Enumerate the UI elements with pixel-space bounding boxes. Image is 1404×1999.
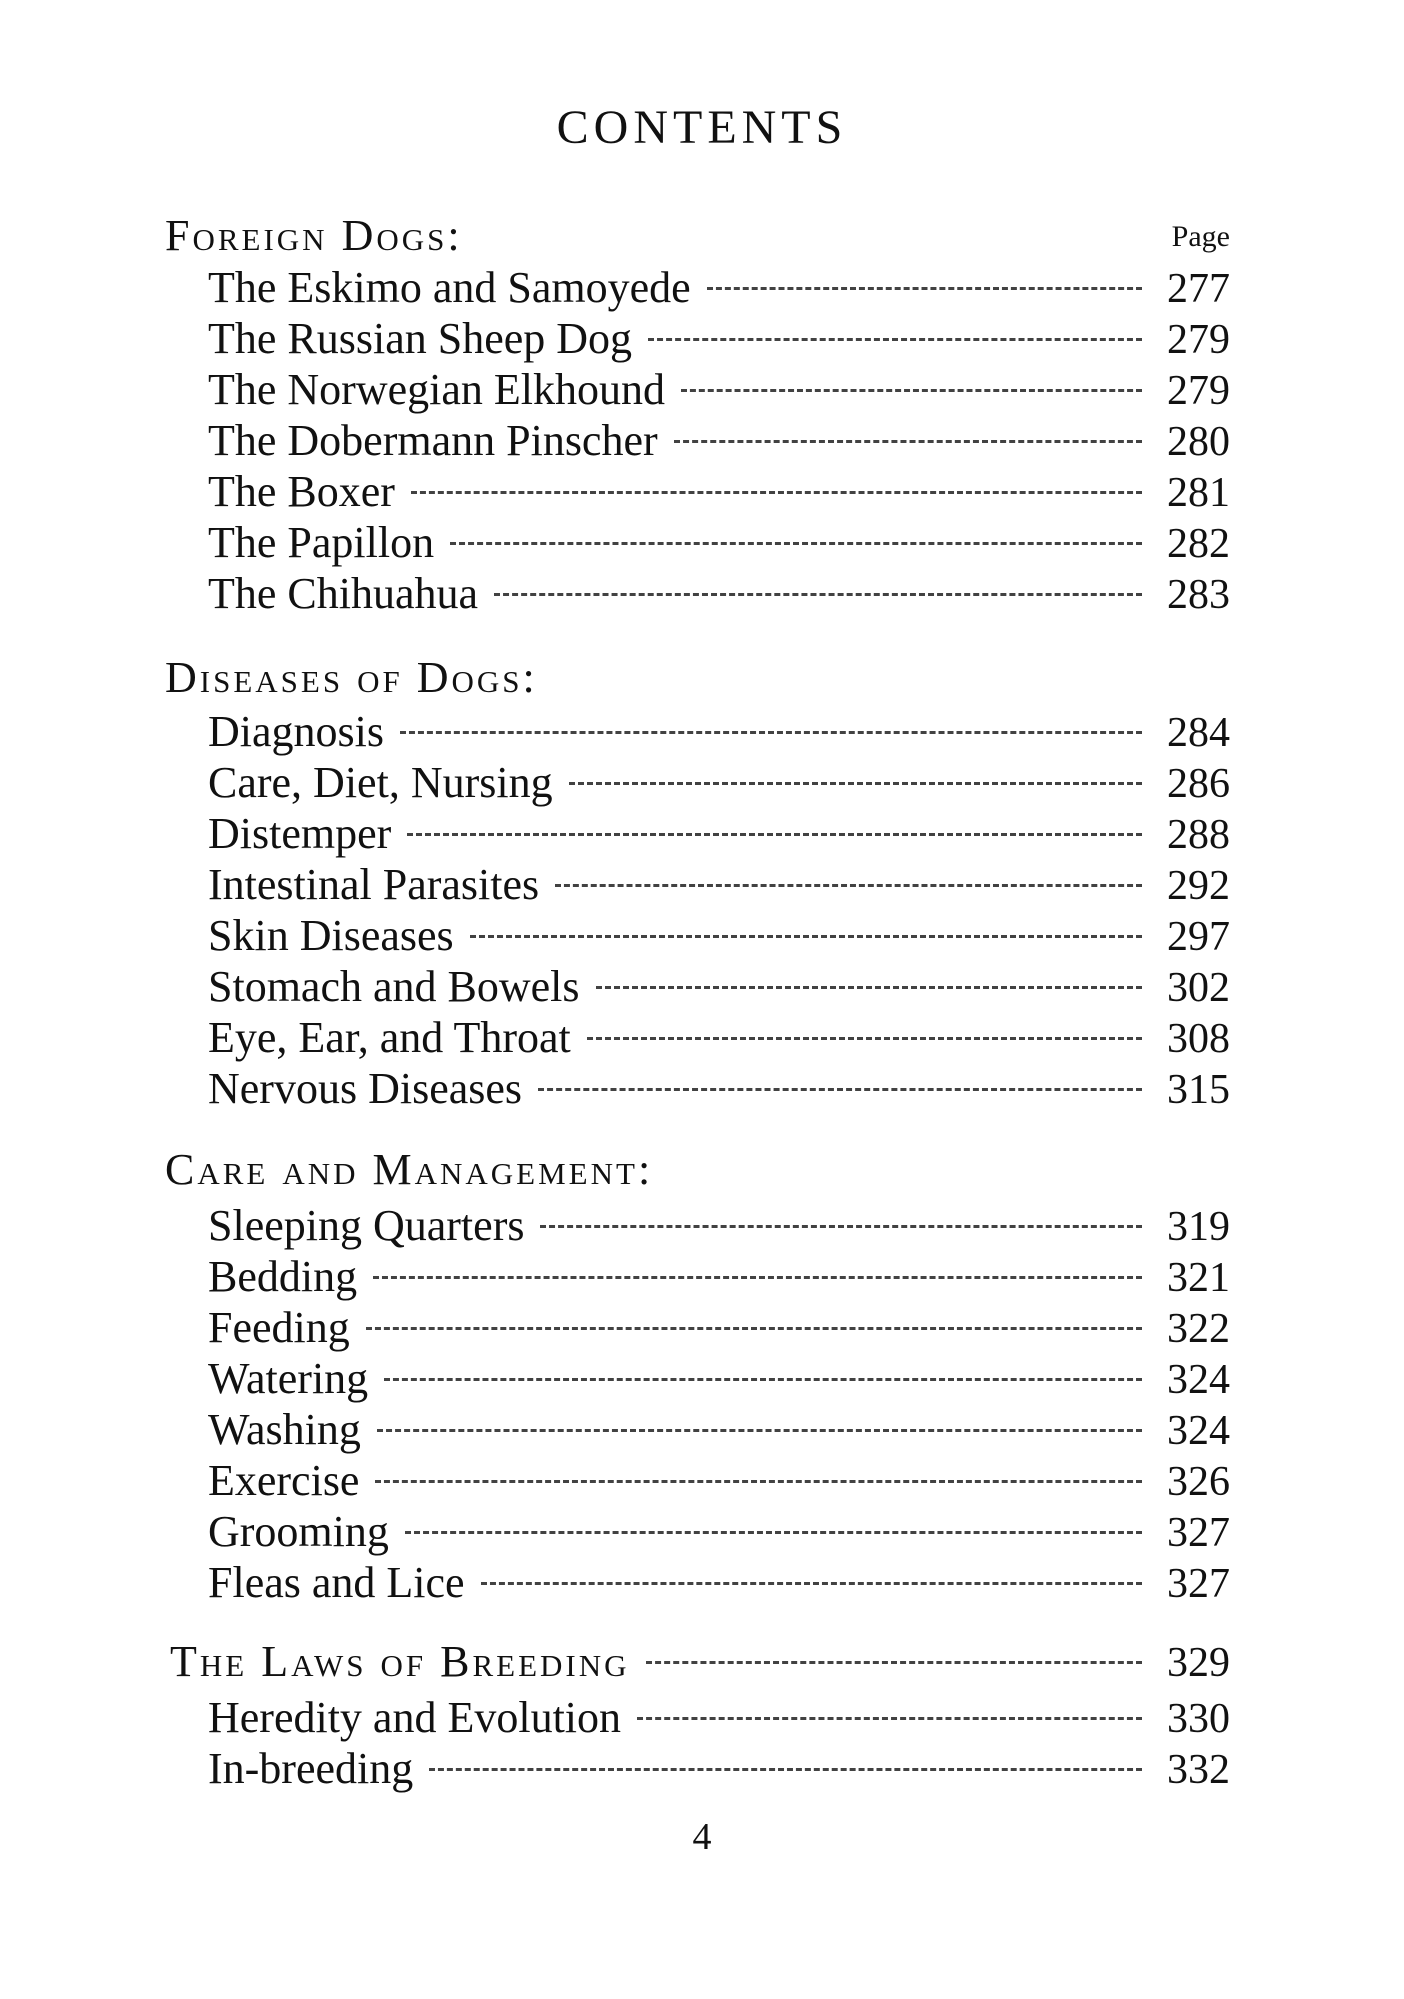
- toc-entry: [208, 364, 1230, 416]
- section-heading-foreign-dogs: Foreign Dogs:: [165, 211, 463, 260]
- dot-leader: [450, 542, 1142, 545]
- section-heading-label: The Laws of Breeding: [170, 1637, 630, 1686]
- toc-entry-page: 286: [1167, 761, 1230, 807]
- toc-entry-page: 280: [1167, 419, 1230, 465]
- toc-entry-label: Diagnosis: [208, 707, 384, 756]
- toc-entry: [208, 1557, 1230, 1609]
- toc-entry-page: 326: [1167, 1459, 1230, 1505]
- dot-leader: [494, 593, 1142, 596]
- toc-entry-page: 315: [1167, 1067, 1230, 1113]
- toc-entry-page: 279: [1167, 368, 1230, 414]
- toc-entry: [208, 517, 1230, 569]
- dot-leader: [366, 1327, 1142, 1330]
- toc-entry: [208, 757, 1230, 809]
- toc-entry-page: 330: [1167, 1696, 1230, 1742]
- dot-leader: [569, 782, 1142, 785]
- toc-entry-label: Sleeping Quarters: [208, 1201, 525, 1250]
- dot-leader: [587, 1037, 1142, 1040]
- section-heading-care-and-management: Care and Management:: [165, 1145, 654, 1194]
- toc-entry-label: Care, Diet, Nursing: [208, 758, 553, 807]
- toc-entry-label: Feeding: [208, 1303, 350, 1352]
- toc-entry-label: Stomach and Bowels: [208, 962, 580, 1011]
- toc-entry: [208, 1455, 1230, 1507]
- toc-entry-page: 327: [1167, 1510, 1230, 1556]
- toc-entry-label: The Dobermann Pinscher: [208, 416, 658, 465]
- toc-entry: [208, 706, 1230, 758]
- toc-entry-page: 327: [1167, 1561, 1230, 1607]
- section-heading-diseases-of-dogs: Diseases of Dogs:: [165, 653, 538, 702]
- toc-entry-page: 319: [1167, 1204, 1230, 1250]
- dot-leader: [481, 1582, 1142, 1585]
- dot-leader: [681, 389, 1142, 392]
- toc-entry-label: Washing: [208, 1405, 361, 1454]
- toc-entry-page: 322: [1167, 1306, 1230, 1352]
- toc-entry: [208, 1692, 1230, 1744]
- toc-entry: [208, 910, 1230, 962]
- toc-entry-label: Heredity and Evolution: [208, 1693, 622, 1742]
- toc-entry-page: 332: [1167, 1747, 1230, 1793]
- dot-leader: [648, 338, 1142, 341]
- section-heading-page: 329: [1167, 1640, 1230, 1686]
- toc-entry-label: Intestinal Parasites: [208, 860, 540, 909]
- toc-entry-page: 279: [1167, 317, 1230, 363]
- toc-entry-label: Grooming: [208, 1507, 389, 1556]
- toc-entry: [208, 1302, 1230, 1354]
- toc-entry-page: 297: [1167, 914, 1230, 960]
- toc-entry-page: 292: [1167, 863, 1230, 909]
- toc-entry-page: 321: [1167, 1255, 1230, 1301]
- toc-entry-label: Exercise: [208, 1456, 360, 1505]
- dot-leader: [540, 1225, 1142, 1228]
- toc-entry: [208, 1012, 1230, 1064]
- toc-entry-page: 282: [1167, 521, 1230, 567]
- dot-leader: [596, 986, 1142, 989]
- page-column-label: Page: [1171, 220, 1230, 253]
- toc-entry: [208, 1506, 1230, 1558]
- page-number: 4: [692, 1816, 712, 1858]
- dot-leader: [429, 1768, 1142, 1771]
- toc-entry: [208, 313, 1230, 365]
- toc-entry: [208, 568, 1230, 620]
- dot-leader: [375, 1480, 1142, 1483]
- dot-leader: [674, 440, 1142, 443]
- dot-leader: [373, 1276, 1142, 1279]
- dot-leader: [555, 884, 1142, 887]
- toc-entry-label: In-breeding: [208, 1744, 414, 1793]
- dot-leader: [637, 1717, 1142, 1720]
- toc-entry-label: Skin Diseases: [208, 911, 454, 960]
- toc-entry-page: 324: [1167, 1357, 1230, 1403]
- dot-leader: [405, 1531, 1142, 1534]
- toc-entry-label: Eye, Ear, and Throat: [208, 1013, 571, 1062]
- toc-entry-page: 308: [1167, 1016, 1230, 1062]
- dot-leader: [407, 833, 1142, 836]
- toc-entry-page: 284: [1167, 710, 1230, 756]
- toc-entry-label: The Chihuahua: [208, 569, 479, 618]
- toc-entry-page: 277: [1167, 266, 1230, 312]
- toc-entry-page: 288: [1167, 812, 1230, 858]
- toc-entry: [208, 415, 1230, 467]
- section-heading-laws-of-breeding: [170, 1636, 1230, 1688]
- toc-entry-label: The Papillon: [208, 518, 435, 567]
- toc-entry-label: The Russian Sheep Dog: [208, 314, 633, 363]
- toc-entry-page: 281: [1167, 470, 1230, 516]
- dot-leader: [411, 491, 1142, 494]
- toc-entry-label: The Norwegian Elkhound: [208, 365, 665, 414]
- toc-entry-page: 302: [1167, 965, 1230, 1011]
- toc-entry: [208, 1743, 1230, 1795]
- toc-entry-label: The Eskimo and Samoyede: [208, 263, 691, 312]
- toc-entry-label: Distemper: [208, 809, 392, 858]
- dot-leader: [470, 935, 1142, 938]
- toc-entry: [208, 1353, 1230, 1405]
- toc-entry: [208, 1404, 1230, 1456]
- toc-entry-label: Fleas and Lice: [208, 1558, 465, 1607]
- dot-leader: [707, 287, 1142, 290]
- toc-entry: [208, 1200, 1230, 1252]
- dot-leader: [538, 1088, 1142, 1091]
- page-title: CONTENTS: [556, 101, 848, 154]
- toc-entry: [208, 466, 1230, 518]
- dot-leader: [384, 1378, 1142, 1381]
- toc-entry: [208, 808, 1230, 860]
- toc-entry-label: Bedding: [208, 1252, 358, 1301]
- toc-entry: [208, 961, 1230, 1013]
- toc-entry-label: Watering: [208, 1354, 369, 1403]
- toc-entry-page: 324: [1167, 1408, 1230, 1454]
- toc-entry: [208, 1063, 1230, 1115]
- toc-entry-label: The Boxer: [208, 467, 395, 516]
- toc-entry: [208, 262, 1230, 314]
- dot-leader: [646, 1661, 1143, 1664]
- toc-entry: [208, 1251, 1230, 1303]
- toc-entry: [208, 859, 1230, 911]
- dot-leader: [377, 1429, 1142, 1432]
- toc-entry-page: 283: [1167, 572, 1230, 618]
- dot-leader: [400, 731, 1142, 734]
- toc-entry-label: Nervous Diseases: [208, 1064, 523, 1113]
